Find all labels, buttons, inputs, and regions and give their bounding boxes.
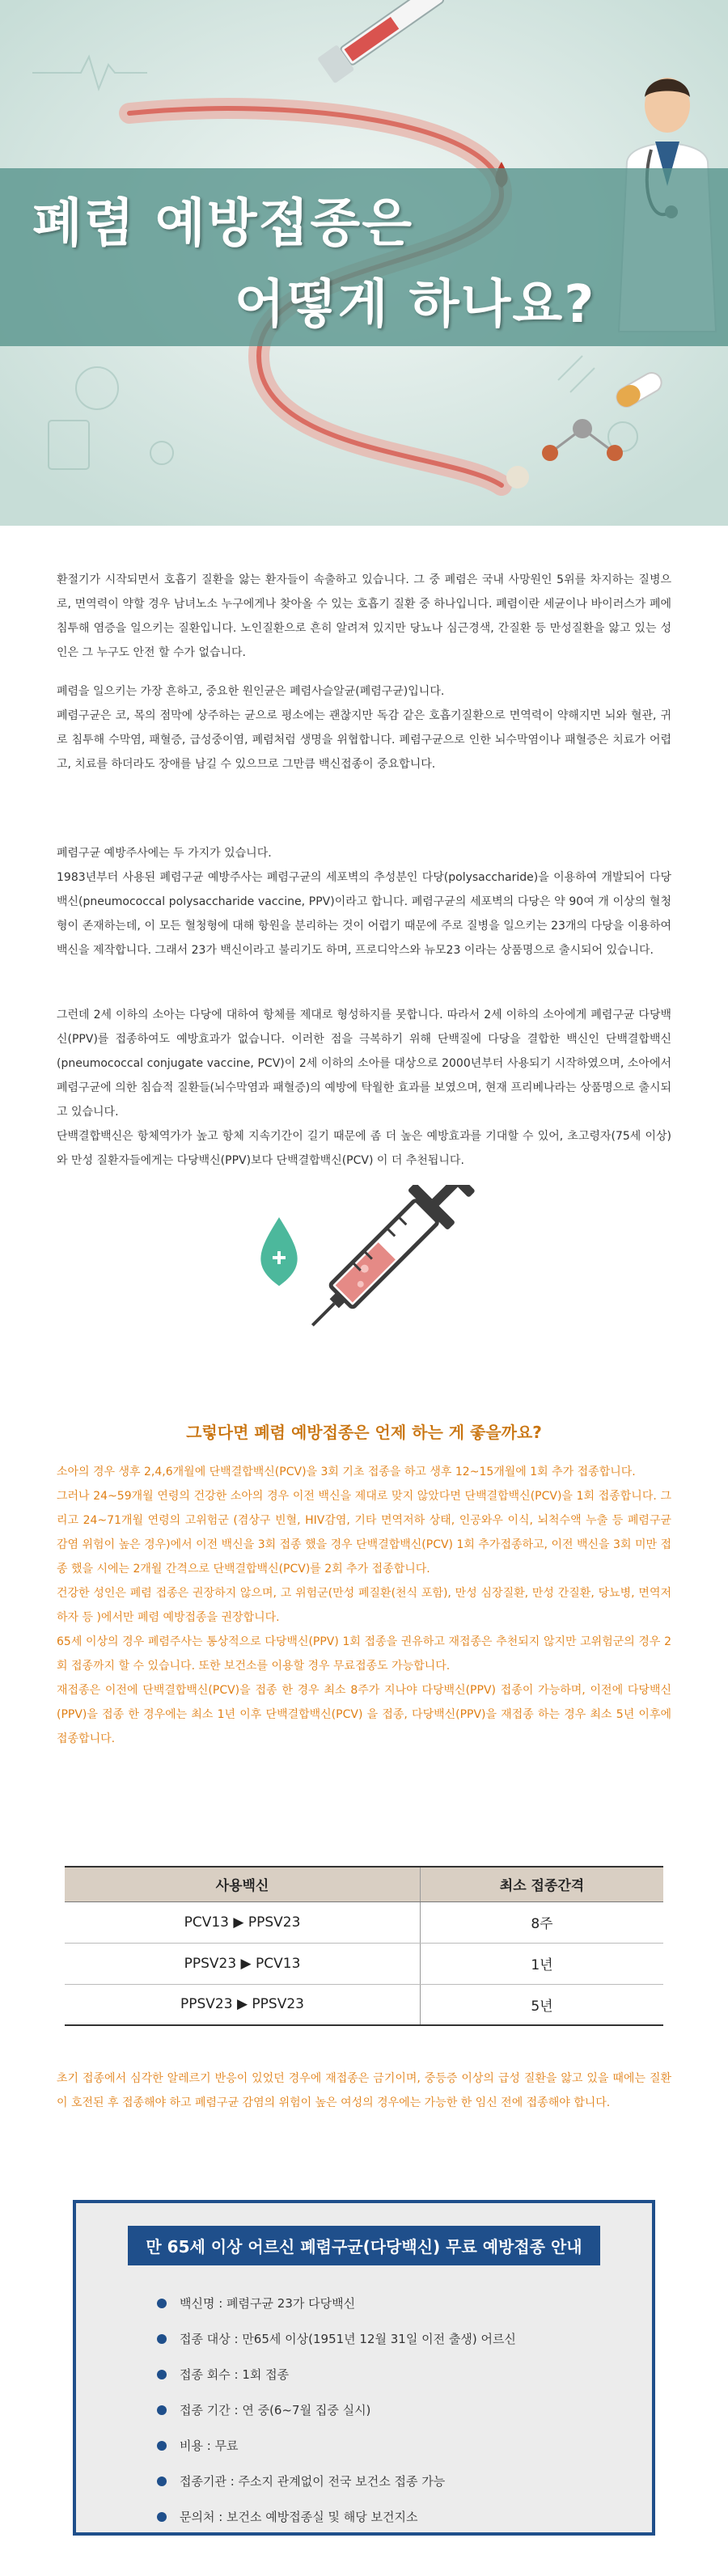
- cause-section: [57, 679, 671, 776]
- table-row: [65, 1901, 663, 1943]
- when-paragraph: 65세 이상의 경우 폐렴주사는 통상적으로 다당백신(PPV) 1회 접종을 권유하고 재접종은 추천되지 않지만 고위험군의 경우 2회 접종까지 할 수 있습니다. 또한 보건소를 이용할 경우 무료접종도 가능합니다.: [57, 1635, 671, 1673]
- final-note-section: [57, 2066, 671, 2115]
- conjugate-paragraph: 그런데 2세 이하의 소아는 다당에 대하여 항체를 제대로 형성하지를 못합니다. 따라서 2세 이하의 소아에게 폐렴구균 다당백신(PPV)를 접종하여도 예방효과가 없습니다. 이러한 점을 극복하기 위해 단백질에 다당을 결합한 백신인 단백결합백신(pneumococcal conjugate vaccine, PCV)이 2세 이하의 소아를 대상으로 2000년부터 사용되기 시작하였으며, 소아에서 폐렴구균에 의한 침습적 질환들(뇌수막염과 패혈증)의 예방에 탁월한 효과를 보였으며, 현재 프리베나라는 상품명으로 출시되고 있습니다.: [57, 1009, 671, 1119]
- vaccine-types-paragraph: 1983년부터 사용된 폐렴구균 예방주사는 폐렴구균의 세포벽의 추성분인 다당(polysaccharide)을 이용하여 개발되어 다당백신(pneumococcal polysaccharide vaccine, PPV)이라고 합니다. 폐렴구균의 세포벽의 다당은 약 90여 개 이상의 혈청형이 존재하는데, 이 모든 혈청형에 대해 항원을 분리하는 것이 어렵기 때문에 주로 질병을 일으키는 23개의 다당을 이용하여 백신을 제작합니다. 그래서 23가 백신이라고 불리기도 하며, 프로디악스와 뉴모23 이라는 상품명으로 출시되어 있습니다.: [57, 871, 671, 957]
- notice-item: [157, 2428, 516, 2464]
- notice-item-text: 접종 기간 : 연 중(6~7월 집중 실시): [180, 2403, 371, 2417]
- bullet-icon: [157, 2441, 167, 2451]
- notice-item-text: 문의처 : 보건소 예방접종실 및 해당 보건지소: [180, 2510, 418, 2524]
- bullet-icon: [157, 2512, 167, 2522]
- notice-item-text: 백신명 : 폐렴구균 23가 다당백신: [180, 2296, 356, 2311]
- hero-banner: [0, 0, 728, 526]
- bullet-icon: [157, 2405, 167, 2415]
- table-cell-interval: 1년: [420, 1943, 663, 1984]
- notice-item-text: 접종기관 : 주소지 관계없이 전국 보건소 접종 가능: [180, 2474, 446, 2489]
- table-header-vaccine: 사용백신: [65, 1867, 420, 1901]
- table-cell-vaccine: PPSV23 ▶ PCV13: [65, 1943, 420, 1984]
- conjugate-paragraph: 단백결합백신은 항체역가가 높고 항체 지속기간이 길기 때문에 좀 더 높은 예방효과를 기대할 수 있어, 초고령자(75세 이상)와 만성 질환자들에게는 다당백신(PPV)보다 단백결합백신(PCV) 이 더 추천됩니다.: [57, 1130, 671, 1167]
- final-note-paragraph: 초기 접종에서 심각한 알레르기 반응이 있었던 경우에 재접종은 금기이며, 중등증 이상의 급성 질환을 앓고 있을 때에는 질환이 호전된 후 접종해야 하고 폐렴구균 감염의 위험이 높은 여성의 경우에는 가능한 한 임신 전에 접종해야 합니다.: [57, 2072, 671, 2109]
- notice-item-text: 접종 대상 : 만65세 이상(1951년 12월 31일 이전 출생) 어르신: [180, 2332, 516, 2346]
- when-paragraph: 소아의 경우 생후 2,4,6개월에 단백결합백신(PCV)을 3회 기초 접종을 하고 생후 12~15개월에 1회 추가 접종합니다.: [57, 1466, 636, 1478]
- intro-section: [57, 568, 671, 665]
- table-cell-vaccine: PCV13 ▶ PPSV23: [65, 1901, 420, 1943]
- bullet-icon: [157, 2299, 167, 2308]
- notice-item: [157, 2286, 516, 2321]
- notice-title: [76, 2226, 652, 2265]
- bullet-icon: [157, 2334, 167, 2344]
- notice-item: [157, 2321, 516, 2357]
- notice-item: [157, 2464, 516, 2499]
- when-heading: 그렇다면 폐렴 예방접종은 언제 하는 게 좋을까요?: [186, 1423, 542, 1442]
- cause-paragraph: 폐렴구균은 코, 목의 점막에 상주하는 균으로 평소에는 괜찮지만 독감 같은 호흡기질환으로 면역력이 약해지면 뇌와 혈관, 귀로 침투해 수막염, 패혈증, 급성중이염, 폐렴처럼 생명을 위협합니다. 폐렴구균으로 인한 뇌수막염이나 패혈증은 치료가 어렵고, 치료를 하더라도 장애를 남길 수 있으므로 그만큼 백신접종이 중요합니다.: [57, 709, 671, 771]
- notice-item-text: 비용 : 무료: [180, 2439, 239, 2453]
- notice-item: [157, 2357, 516, 2392]
- notice-item: [157, 2392, 516, 2428]
- when-paragraph: 재접종은 이전에 단백결합백신(PCV)을 접종 한 경우 최소 8주가 지나야 다당백신(PPV) 접종이 가능하며, 이전에 다당백신(PPV)을 접종 한 경우에는 최소 1년 이후 단백결합백신(PCV) 을 접종, 다당백신(PPV)을 재접종 하는 경우 최소 5년 이후에 접종합니다.: [57, 1684, 671, 1745]
- interval-table: [65, 1866, 663, 2026]
- when-paragraph: 건강한 성인은 폐렴 접종은 권장하지 않으며, 고 위험군(만성 폐질환(천식 포함), 만성 심장질환, 만성 간질환, 당뇨병, 면역저하자 등 )에서만 폐렴 예방접종을 권장합니다.: [57, 1587, 671, 1624]
- notice-list: [157, 2286, 516, 2535]
- table-header-interval: 최소 접종간격: [420, 1867, 663, 1901]
- table-cell-vaccine: PPSV23 ▶ PPSV23: [65, 1984, 420, 2025]
- vaccine-types-paragraph: 폐렴구균 예방주사에는 두 가지가 있습니다.: [57, 847, 272, 860]
- table-cell-interval: 8주: [420, 1901, 663, 1943]
- notice-item-text: 접종 회수 : 1회 접종: [180, 2367, 290, 2382]
- vaccine-types-section: [57, 841, 671, 962]
- intro-paragraph: 환절기가 시작되면서 호흡기 질환을 앓는 환자들이 속출하고 있습니다. 그 중 폐렴은 국내 사망원인 5위를 차지하는 질병으로, 면역력이 약할 경우 남녀노소 누구에게나 찾아올 수 있는 호흡기 질환 중 하나입니다. 폐렴이란 세균이나 바이러스가 폐에 침투해 염증을 일으키는 질환입니다. 노인질환으로 흔히 알려져 있지만 당뇨나 심근경색, 간질환 등 만성질환을 앓고 있는 성인은 그 누구도 안전 할 수가 없습니다.: [57, 573, 671, 659]
- table-header-row: [65, 1867, 663, 1901]
- conjugate-section: [57, 1003, 671, 1173]
- page-title-line2: 어떻게 하나요?: [235, 275, 596, 335]
- bullet-icon: [157, 2370, 167, 2379]
- syringe-drop-icon: [243, 1185, 485, 1363]
- notice-item: [157, 2499, 516, 2535]
- page-title-line1: 폐렴 예방접종은: [32, 194, 414, 254]
- table-row: [65, 1984, 663, 2025]
- cause-paragraph: 폐렴을 일으키는 가장 흔하고, 중요한 원인균은 폐렴사슬알균(폐렴구균)입니다.: [57, 685, 445, 698]
- table-row: [65, 1943, 663, 1984]
- when-section: [57, 1460, 671, 1751]
- free-vaccination-notice: [73, 2200, 655, 2536]
- notice-title-text: 만 65세 이상 어르신 폐렴구균(다당백신) 무료 예방접종 안내: [128, 2226, 599, 2265]
- bullet-icon: [157, 2477, 167, 2486]
- table-cell-interval: 5년: [420, 1984, 663, 2025]
- when-paragraph: 그러나 24~59개월 연령의 건강한 소아의 경우 이전 백신을 제대로 맞지 않았다면 단백결합백신(PCV)을 1회 접종합니다. 그리고 24~71개월 연령의 고위험군 (겸상구 빈혈, HIV감염, 기타 면역저하 상태, 인공와우 이식, 뇌척수액 누출 등 폐렴구균 감염 위험이 높은 경우)에서 이전 백신을 3회 접종 했을 경우 단백결합백신(PCV) 1회 추가접종하고, 이전 백신을 3회 미만 접종 했을 시에는 2개월 간격으로 단백결합백신(PCV)를 2회 추가 접종합니다.: [57, 1490, 671, 1576]
